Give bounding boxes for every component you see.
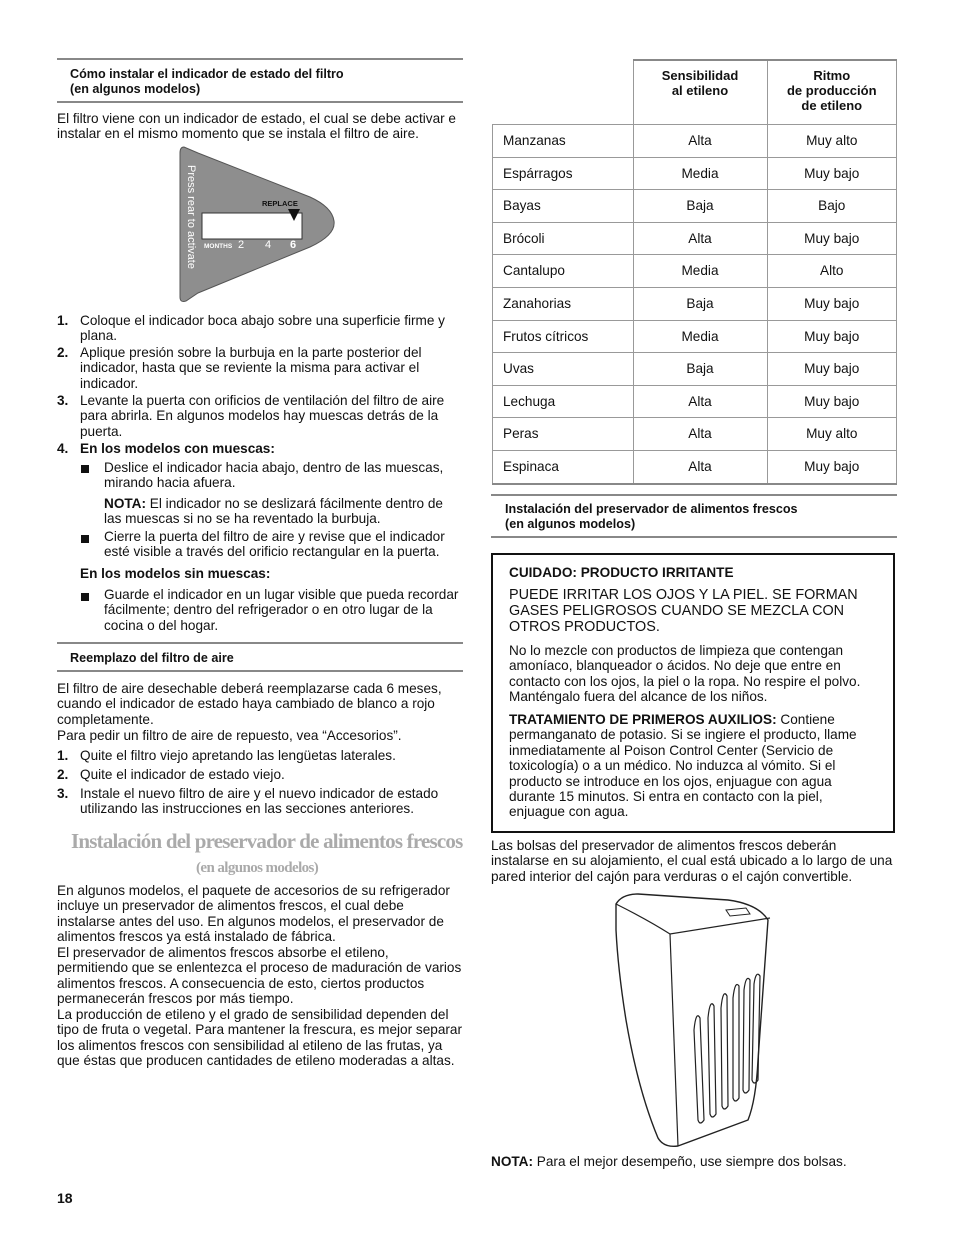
table-row bbox=[493, 450, 897, 483]
table-cell-sensitivity: Alta bbox=[633, 450, 767, 483]
ethylene-table bbox=[492, 59, 897, 485]
section-heading-preserver: Instalación del preservador de alimentos frescos (en algunos modelos) bbox=[505, 502, 798, 531]
table-header-production: Ritmo de producción de etileno bbox=[767, 60, 897, 125]
rule bbox=[57, 58, 463, 60]
table-cell-food: Espárragos bbox=[493, 157, 634, 190]
paragraph: En algunos modelos, el paquete de accesorios de su refrigerador incluye un preservador de alimentos frescos, el cual debe instalarse antes del uso. En algunos modelos, el preservador de alimentos frescos ya está instalado de fábrica. bbox=[57, 883, 450, 945]
table-row bbox=[493, 222, 897, 255]
table-cell-food: Manzanas bbox=[493, 125, 634, 158]
table-row bbox=[493, 287, 897, 320]
paragraph: Las bolsas del preservador de alimentos frescos deberán instalarse en su alojamiento, el cual está ubicado a lo largo de una pared interior del cajón para verduras o el cajón convertible. bbox=[491, 838, 893, 884]
table-cell-production: Muy bajo bbox=[767, 385, 897, 418]
section-heading-filter-replacement: Reemplazo del filtro de aire bbox=[70, 651, 234, 665]
rule bbox=[57, 670, 463, 672]
warning-title: CUIDADO: PRODUCTO IRRITANTE bbox=[509, 565, 734, 580]
paragraph: El filtro de aire desechable deberá reemplazarse cada 6 meses, cuando el indicador de estado haya cambiado de blanco a rojo completamente. bbox=[57, 681, 442, 727]
table-row bbox=[493, 418, 897, 451]
warning-box bbox=[491, 553, 895, 833]
bullet-text: Guarde el indicador en un lugar visible que pueda recordar fácilmente; dentro del refrigerador o en otro lugar de la cocina o del hogar. bbox=[104, 587, 459, 633]
table-cell-sensitivity: Baja bbox=[633, 287, 767, 320]
table-cell-production: Muy bajo bbox=[767, 157, 897, 190]
warning-paragraph: No lo mezcle con productos de limpieza que contengan amoníaco, blanqueador o ácidos. No deje que entre en contacto con los ojos, la piel o la ropa. No respire el polvo. Manténgalo fuera del alcance de los niños. bbox=[509, 643, 861, 705]
table-cell-food: Cantalupo bbox=[493, 255, 634, 288]
note-paragraph: NOTA: Para el mejor desempeño, use siempre dos bolsas. bbox=[491, 1154, 847, 1169]
paragraph: El preservador de alimentos frescos absorbe el etileno, permitiendo que se enlentezca el proceso de maduración de varios alimentos frescos. A consecuencia de esto, ciertos productos permanecerán frescos por más tiempo. bbox=[57, 945, 462, 1007]
warning-caps: PUEDE IRRITAR LOS OJOS Y LA PIEL. SE FORMAN GASES PELIGROSOS CUANDO SE MEZCLA CON OTROS PRODUCTOS. bbox=[509, 587, 858, 635]
table-cell-food: Lechuga bbox=[493, 385, 634, 418]
table-row bbox=[493, 385, 897, 418]
table-cell-food: Espinaca bbox=[493, 450, 634, 483]
table-cell-sensitivity: Baja bbox=[633, 190, 767, 223]
table-cell-sensitivity: Alta bbox=[633, 385, 767, 418]
status-indicator-illustration bbox=[178, 143, 342, 305]
table-cell-food: Brócoli bbox=[493, 222, 634, 255]
table-cell-sensitivity: Media bbox=[633, 255, 767, 288]
table-cell-production: Muy bajo bbox=[767, 287, 897, 320]
bullet-text: Cierre la puerta del filtro de aire y revise que el indicador esté visible a través del orificio rectangular en la puerta. bbox=[104, 529, 445, 560]
indicator-month-2: 2 bbox=[238, 239, 245, 251]
table-cell-food: Zanahorias bbox=[493, 287, 634, 320]
fresh-food-preserver-illustration bbox=[608, 890, 780, 1150]
table-header-sensitivity: Sensibilidad al etileno bbox=[633, 60, 767, 125]
table-cell-production: Muy bajo bbox=[767, 320, 897, 353]
table-cell-production: Muy alto bbox=[767, 418, 897, 451]
table-row bbox=[493, 255, 897, 288]
table-cell-sensitivity: Media bbox=[633, 320, 767, 353]
first-aid-paragraph: TRATAMIENTO DE PRIMEROS AUXILIOS: Contiene permanganato de potasio. Si se ingiere el producto, llame inmediatamente al Poison Control Center (Servicio de toxicología) o a un médico. No induzca al vómito. Si el producto se introduce en los ojos, enjuague con agua durante 15 minutos. Si entra en contacto con la piel, enjuague con agua. bbox=[509, 712, 857, 820]
table-cell-production: Muy bajo bbox=[767, 353, 897, 386]
table-row bbox=[493, 157, 897, 190]
indicator-side-text: Press rear to activate bbox=[185, 165, 197, 269]
rule bbox=[57, 101, 463, 103]
section-subtitle: (en algunos modelos) bbox=[196, 860, 319, 876]
paragraph: Para pedir un filtro de aire de repuesto, vea “Accesorios”. bbox=[57, 728, 402, 743]
table-cell-production: Muy alto bbox=[767, 125, 897, 158]
bullet bbox=[81, 465, 89, 473]
table-cell-production: Muy bajo bbox=[767, 450, 897, 483]
rule bbox=[491, 536, 897, 538]
table-cell-production: Alto bbox=[767, 255, 897, 288]
bullet bbox=[81, 593, 89, 601]
rule bbox=[491, 494, 897, 496]
table-header-empty bbox=[493, 60, 634, 125]
table-row bbox=[493, 125, 897, 158]
intro-paragraph: El filtro viene con un indicador de estado, el cual se debe activar e instalar en el mismo momento que se instala el filtro de aire. bbox=[57, 111, 456, 142]
indicator-month-4: 4 bbox=[265, 239, 272, 251]
table-row bbox=[493, 320, 897, 353]
table-cell-food: Peras bbox=[493, 418, 634, 451]
subheading-sin-muescas: En los modelos sin muescas: bbox=[80, 566, 271, 581]
section-heading-filter-indicator: Cómo instalar el indicador de estado del filtro (en algunos modelos) bbox=[70, 67, 344, 96]
table-cell-sensitivity: Alta bbox=[633, 222, 767, 255]
table-cell-food: Uvas bbox=[493, 353, 634, 386]
indicator-replace-label: REPLACE bbox=[262, 199, 298, 208]
section-title: Instalación del preservador de alimentos frescos bbox=[71, 829, 463, 853]
indicator-month-6: 6 bbox=[290, 239, 297, 251]
table-cell-food: Frutos cítricos bbox=[493, 320, 634, 353]
table-cell-food: Bayas bbox=[493, 190, 634, 223]
page-number: 18 bbox=[57, 1190, 73, 1206]
note-paragraph: NOTA: El indicador no se deslizará fácilmente dentro de las muescas si no se ha reventado la burbuja. bbox=[104, 496, 443, 527]
bullet bbox=[81, 535, 89, 543]
indicator-months-label: MONTHS bbox=[204, 243, 233, 250]
bullet-text: Deslice el indicador hacia abajo, dentro de las muescas, mirando hacia afuera. bbox=[104, 460, 444, 491]
table-cell-sensitivity: Media bbox=[633, 157, 767, 190]
table-cell-sensitivity: Baja bbox=[633, 353, 767, 386]
rule bbox=[57, 642, 463, 644]
table-cell-production: Bajo bbox=[767, 190, 897, 223]
table-row bbox=[493, 190, 897, 223]
table-row bbox=[493, 353, 897, 386]
paragraph: La producción de etileno y el grado de sensibilidad dependen del tipo de fruta o vegetal. Para mantener la frescura, es mejor separar los alimentos frescos con sensibilidad al etileno de las frutas, ya que éstas que producen cantidades de etileno moderadas a altas. bbox=[57, 1007, 462, 1069]
table-cell-sensitivity: Alta bbox=[633, 125, 767, 158]
table-header-row bbox=[493, 60, 897, 125]
table-cell-production: Muy bajo bbox=[767, 222, 897, 255]
table-cell-sensitivity: Alta bbox=[633, 418, 767, 451]
